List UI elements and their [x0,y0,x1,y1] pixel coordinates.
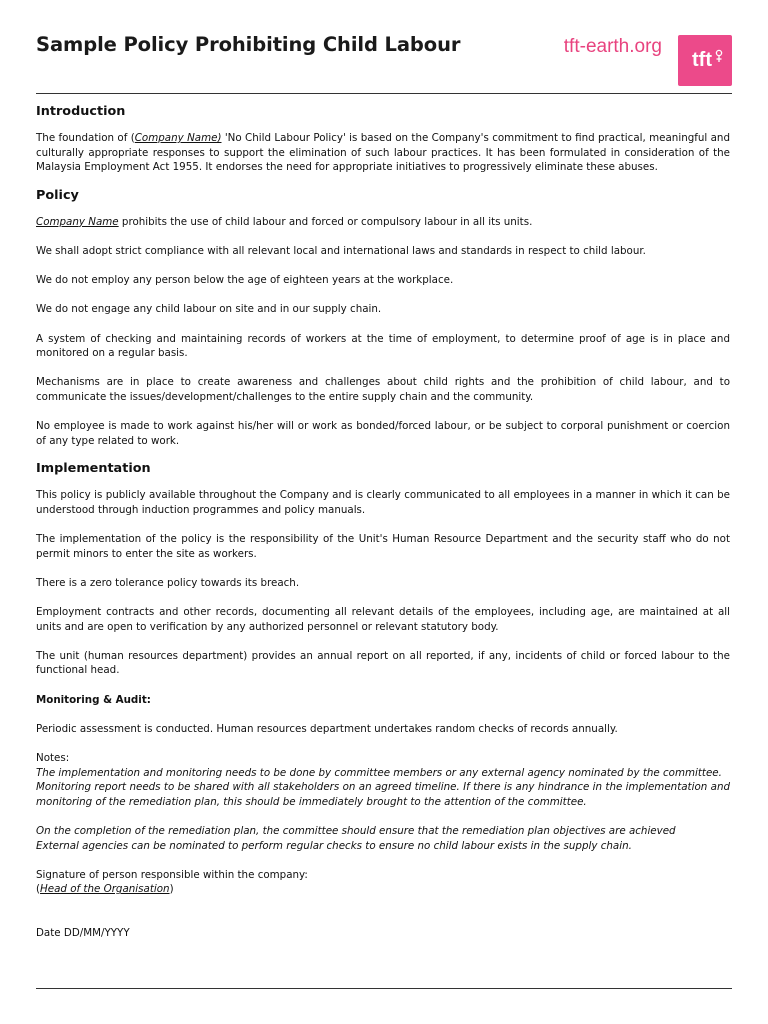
notes-line-2: Monitoring report needs to be shared with all stakeholders on an agreed timeline. If there is any hindrance in the implementation and monitoring of the remediation plan, this should be immediately brought to the attention of the committee. [36,781,730,808]
implementation-paragraph-5: The unit (human resources department) provides an annual report on all reported, if any, incidents of child or forced labour to the functional head. [36,649,730,677]
policy-paragraph-1: Company Name prohibits the use of child labour and forced or compulsory labour in all its units. [36,215,533,228]
policy-paragraph-2: We shall adopt strict compliance with all relevant local and international laws and standards in respect to child labour. [36,244,646,257]
tft-logo [678,35,732,86]
introduction-paragraph: The foundation of (Company Name) 'No Child Labour Policy' is based on the Company's commitment to find practical, meaningful and culturally appropriate responses to support the elimination of such labour practices. It has been formulated in consideration of the Malaysia Employment Act 1955. It endorses the need for appropriate initiatives to progressively eliminate these abuses. [36,132,730,174]
tft-logo-icon [678,35,732,86]
logo-text: tft [692,49,712,71]
notes-line-4: External agencies can be nominated to perform regular checks to ensure no child labour exists in the supply chain. [36,839,632,852]
page-title: Sample Policy Prohibiting Child Labour [36,33,461,56]
section-heading-implementation: Implementation [36,461,151,477]
date-placeholder: Date DD/MM/YYYY [36,926,130,939]
role-placeholder: Head of the Organisation [40,883,170,896]
policy-paragraph-5: A system of checking and maintaining records of workers at the time of employment, to determine proof of age is in place and monitored on a regular basis. [36,332,730,360]
notes-line-3: On the completion of the remediation plan, the committee should ensure that the remediation plan objectives are achieved [36,824,676,837]
implementation-paragraph-2: The implementation of the policy is the responsibility of the Unit's Human Resource Department and the security staff who do not permit minors to enter the site as workers. [36,533,730,560]
section-heading-policy: Policy [36,187,79,203]
monitoring-paragraph: Periodic assessment is conducted. Human resources department undertakes random checks of records annually. [36,722,618,735]
policy-paragraph-3: We do not employ any person below the age of eighteen years at the workplace. [36,274,454,287]
company-name-placeholder: Company Name [36,215,119,228]
header-divider [36,93,732,94]
notes-line-1: The implementation and monitoring needs to be done by committee members or any external agency nominated by the committee. [36,766,722,779]
policy-paragraph-7: No employee is made to work against his/her will or work as bonded/forced labour, or be subject to corporal punishment or coercion of any type related to work. [36,420,730,447]
implementation-paragraph-4: Employment contracts and other records, documenting all relevant details of the employees, including age, are maintained at all units and are open to verification by any authorized personnel or relevant statutory body. [36,606,730,633]
signature-label: Signature of person responsible within the company: [36,868,308,881]
signature-role: (Head of the Organisation) [36,883,174,896]
company-name-placeholder: Company Name) [134,132,222,144]
document-body [36,103,730,941]
implementation-paragraph-1: This policy is publicly available throughout the Company and is clearly communicated to all employees in a manner in which it can be understood through induction programmes and policy manuals. [36,489,730,516]
footer-divider [36,988,732,989]
policy-paragraph-6: Mechanisms are in place to create awareness and challenges about child rights and the prohibition of child labour, and to communicate the issues/development/challenges to the entire supply chain and the community. [36,376,730,403]
section-heading-introduction: Introduction [36,104,126,119]
notes-label: Notes: [36,751,70,764]
section-heading-monitoring: Monitoring & Audit: [36,693,151,706]
policy-paragraph-4: We do not engage any child labour on site and in our supply chain. [36,303,382,316]
site-url: tft-earth.org [563,36,662,57]
implementation-paragraph-3: There is a zero tolerance policy towards its breach. [36,576,300,589]
